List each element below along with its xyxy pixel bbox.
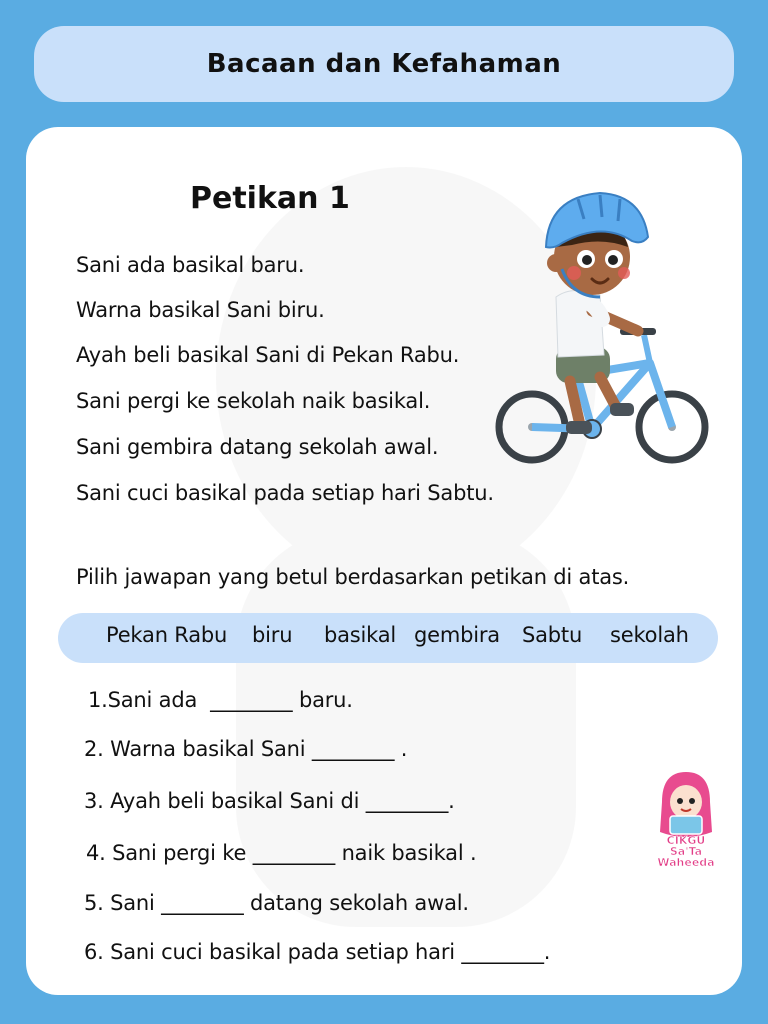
instruction-text: Pilih jawapan yang betul berdasarkan petikan di atas. [76,565,630,589]
logo-line-3: Waheeda [657,856,715,869]
question-1: 1.Sani ada ________ baru. [88,688,353,712]
boy-cycling-illustration [492,185,718,475]
header-bar [34,26,734,102]
worksheet-card [26,127,742,995]
question-2: 2. Warna basikal Sani ________ . [84,737,408,761]
passage-line-3: Ayah beli basikal Sani di Pekan Rabu. [76,343,460,367]
word-bank [58,613,718,663]
passage-line-1: Sani ada basikal baru. [76,253,305,277]
word-bank-item: Pekan Rabu [106,623,228,647]
passage-line-5: Sani gembira datang sekolah awal. [76,435,439,459]
question-5: 5. Sani ________ datang sekolah awal. [84,891,469,915]
page-title: Bacaan dan Kefahaman [206,49,562,79]
word-bank-item: basikal [324,623,397,647]
question-3: 3. Ayah beli basikal Sani di ________. [84,789,455,813]
logo-line-1: CIKGU [666,834,706,847]
passage-line-4: Sani pergi ke sekolah naik basikal. [76,389,431,413]
word-bank-item: gembira [414,623,500,647]
passage-line-2: Warna basikal Sani biru. [76,298,325,322]
question-6: 6. Sani cuci basikal pada setiap hari ________. [84,940,551,964]
cikgu-waheeda-logo [648,768,724,868]
word-bank-item: sekolah [610,623,689,647]
logo-line-2: Sa'Ta [669,845,703,858]
passage-line-6: Sani cuci basikal pada setiap hari Sabtu. [76,481,494,505]
word-bank-item: biru [252,623,293,647]
word-bank-item: Sabtu [522,623,583,647]
passage-title: Petikan 1 [190,181,350,216]
question-4: 4. Sani pergi ke ________ naik basikal . [86,841,477,865]
